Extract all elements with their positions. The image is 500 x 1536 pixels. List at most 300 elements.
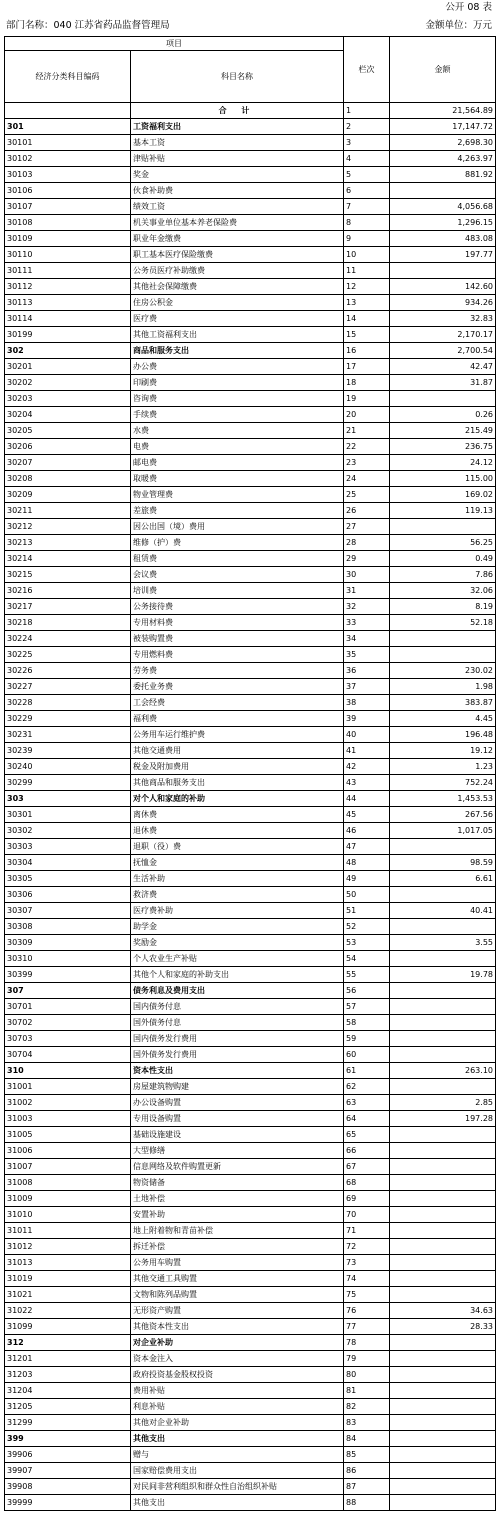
amount-cell: 1,453.53 <box>390 791 496 807</box>
amount-cell: 0.26 <box>390 407 496 423</box>
name-cell: 会议费 <box>131 567 344 583</box>
code-cell: 31012 <box>5 1239 131 1255</box>
code-cell: 30216 <box>5 583 131 599</box>
name-cell: 其他个人和家庭的补助支出 <box>131 967 344 983</box>
table-row <box>5 535 496 551</box>
name-cell: 办公设备购置 <box>131 1095 344 1111</box>
name-cell: 工会经费 <box>131 695 344 711</box>
name-cell: 费用补贴 <box>131 1383 344 1399</box>
amount-cell <box>390 1143 496 1159</box>
name-cell: 培训费 <box>131 583 344 599</box>
amount-cell <box>390 1079 496 1095</box>
row-number-cell: 27 <box>344 519 390 535</box>
amount-cell <box>390 1223 496 1239</box>
name-cell: 个人农业生产补贴 <box>131 951 344 967</box>
amount-cell: 267.56 <box>390 807 496 823</box>
code-cell: 30205 <box>5 423 131 439</box>
amount-cell: 383.87 <box>390 695 496 711</box>
name-cell: 房屋建筑物购建 <box>131 1079 344 1095</box>
table-row <box>5 1351 496 1367</box>
table-row <box>5 263 496 279</box>
code-cell: 30399 <box>5 967 131 983</box>
amount-cell: 483.08 <box>390 231 496 247</box>
name-cell: 基础设施建设 <box>131 1127 344 1143</box>
amount-cell <box>390 1479 496 1495</box>
table-row <box>5 1239 496 1255</box>
amount-cell: 2,700.54 <box>390 343 496 359</box>
amount-cell <box>390 1047 496 1063</box>
code-cell: 30704 <box>5 1047 131 1063</box>
row-number-cell: 70 <box>344 1207 390 1223</box>
name-cell: 物资储备 <box>131 1175 344 1191</box>
row-number-cell: 22 <box>344 439 390 455</box>
amount-cell: 4.45 <box>390 711 496 727</box>
row-number-cell: 77 <box>344 1319 390 1335</box>
table-row <box>5 327 496 343</box>
table-row <box>5 1447 496 1463</box>
amount-cell: 0.49 <box>390 551 496 567</box>
name-cell: 无形资产购置 <box>131 1303 344 1319</box>
amount-cell <box>390 999 496 1015</box>
code-cell: 30307 <box>5 903 131 919</box>
amount-cell: 8.19 <box>390 599 496 615</box>
code-cell: 39908 <box>5 1479 131 1495</box>
row-number-cell: 88 <box>344 1495 390 1511</box>
table-row <box>5 807 496 823</box>
amount-cell: 31.87 <box>390 375 496 391</box>
amount-cell: 1,017.05 <box>390 823 496 839</box>
name-cell: 职业年金缴费 <box>131 231 344 247</box>
amount-cell: 17,147.72 <box>390 119 496 135</box>
table-row <box>5 519 496 535</box>
code-cell: 399 <box>5 1431 131 1447</box>
row-number-cell: 26 <box>344 503 390 519</box>
table-row <box>5 727 496 743</box>
name-cell: 公务接待费 <box>131 599 344 615</box>
table-number: 公开 08 表 <box>445 2 492 13</box>
amount-cell: 1,296.15 <box>390 215 496 231</box>
code-cell: 30239 <box>5 743 131 759</box>
table-row <box>5 1367 496 1383</box>
code-cell: 30103 <box>5 167 131 183</box>
code-cell: 31002 <box>5 1095 131 1111</box>
amount-cell <box>390 183 496 199</box>
table-row <box>5 999 496 1015</box>
row-number-cell: 9 <box>344 231 390 247</box>
table-row <box>5 1015 496 1031</box>
row-number-cell: 86 <box>344 1463 390 1479</box>
name-cell: 医疗费补助 <box>131 903 344 919</box>
code-cell: 31008 <box>5 1175 131 1191</box>
amount-cell: 32.06 <box>390 583 496 599</box>
table-row <box>5 1127 496 1143</box>
row-number-cell: 16 <box>344 343 390 359</box>
code-cell: 39907 <box>5 1463 131 1479</box>
table-row <box>5 1383 496 1399</box>
name-cell: 物业管理费 <box>131 487 344 503</box>
name-cell: 公务用车购置 <box>131 1255 344 1271</box>
row-number-cell: 57 <box>344 999 390 1015</box>
amount-cell: 6.61 <box>390 871 496 887</box>
code-cell: 30308 <box>5 919 131 935</box>
category-row <box>5 1431 496 1447</box>
table-row <box>5 1207 496 1223</box>
category-row <box>5 343 496 359</box>
name-cell: 劳务费 <box>131 663 344 679</box>
code-cell: 30702 <box>5 1015 131 1031</box>
row-number-cell: 3 <box>344 135 390 151</box>
name-cell: 工资福利支出 <box>131 119 344 135</box>
row-number-cell: 51 <box>344 903 390 919</box>
code-cell: 30227 <box>5 679 131 695</box>
amount-cell: 40.41 <box>390 903 496 919</box>
table-row <box>5 151 496 167</box>
header-name: 科目名称 <box>131 51 344 103</box>
table-row <box>5 359 496 375</box>
amount-cell: 24.12 <box>390 455 496 471</box>
code-cell: 30305 <box>5 871 131 887</box>
code-cell: 31013 <box>5 1255 131 1271</box>
code-cell: 30110 <box>5 247 131 263</box>
table-row <box>5 1319 496 1335</box>
name-cell: 公务用车运行维护费 <box>131 727 344 743</box>
name-cell: 土地补偿 <box>131 1191 344 1207</box>
row-number-cell: 30 <box>344 567 390 583</box>
total-label: 合 计 <box>131 103 344 119</box>
row-number-cell: 8 <box>344 215 390 231</box>
code-cell: 31003 <box>5 1111 131 1127</box>
code-cell: 30217 <box>5 599 131 615</box>
amount-cell <box>390 1031 496 1047</box>
row-number-cell: 44 <box>344 791 390 807</box>
row-number-cell: 42 <box>344 759 390 775</box>
row-number-cell: 43 <box>344 775 390 791</box>
table-row <box>5 567 496 583</box>
row-number-cell: 45 <box>344 807 390 823</box>
amount-cell <box>390 919 496 935</box>
table-row <box>5 423 496 439</box>
name-cell: 机关事业单位基本养老保险费 <box>131 215 344 231</box>
table-row <box>5 711 496 727</box>
amount-cell: 196.48 <box>390 727 496 743</box>
amount-cell: 197.77 <box>390 247 496 263</box>
row-number-cell: 67 <box>344 1159 390 1175</box>
table-row <box>5 1111 496 1127</box>
name-cell: 商品和服务支出 <box>131 343 344 359</box>
code-cell: 30109 <box>5 231 131 247</box>
code-cell: 30304 <box>5 855 131 871</box>
code-cell: 30226 <box>5 663 131 679</box>
amount-cell <box>390 1127 496 1143</box>
amount-cell <box>390 1175 496 1191</box>
code-cell: 30225 <box>5 647 131 663</box>
category-row <box>5 1335 496 1351</box>
table-row <box>5 167 496 183</box>
table-row <box>5 1191 496 1207</box>
row-number-cell: 71 <box>344 1223 390 1239</box>
name-cell: 退职（役）费 <box>131 839 344 855</box>
row-number-cell: 25 <box>344 487 390 503</box>
table-row <box>5 1495 496 1511</box>
total-row-number: 1 <box>344 103 390 119</box>
name-cell: 印刷费 <box>131 375 344 391</box>
row-number-cell: 79 <box>344 1351 390 1367</box>
amount-cell: 4,056.68 <box>390 199 496 215</box>
code-cell: 31021 <box>5 1287 131 1303</box>
table-row <box>5 135 496 151</box>
name-cell: 奖励金 <box>131 935 344 951</box>
row-number-cell: 21 <box>344 423 390 439</box>
row-number-cell: 10 <box>344 247 390 263</box>
code-cell: 30309 <box>5 935 131 951</box>
row-number-cell: 63 <box>344 1095 390 1111</box>
amount-cell <box>390 1351 496 1367</box>
row-number-cell: 58 <box>344 1015 390 1031</box>
row-number-cell: 80 <box>344 1367 390 1383</box>
table-row <box>5 407 496 423</box>
row-number-cell: 69 <box>344 1191 390 1207</box>
amount-cell <box>390 1159 496 1175</box>
name-cell: 其他商品和服务支出 <box>131 775 344 791</box>
category-row <box>5 983 496 999</box>
name-cell: 救济费 <box>131 887 344 903</box>
code-cell: 31299 <box>5 1415 131 1431</box>
row-number-cell: 48 <box>344 855 390 871</box>
row-number-cell: 62 <box>344 1079 390 1095</box>
row-number-cell: 38 <box>344 695 390 711</box>
row-number-cell: 52 <box>344 919 390 935</box>
name-cell: 其他支出 <box>131 1431 344 1447</box>
name-cell: 国外债务付息 <box>131 1015 344 1031</box>
name-cell: 其他交通工具购置 <box>131 1271 344 1287</box>
amount-cell: 19.78 <box>390 967 496 983</box>
row-number-cell: 34 <box>344 631 390 647</box>
amount-cell <box>390 887 496 903</box>
name-cell: 其他对企业补助 <box>131 1415 344 1431</box>
amount-cell: 56.25 <box>390 535 496 551</box>
name-cell: 津贴补贴 <box>131 151 344 167</box>
table-row <box>5 295 496 311</box>
name-cell: 其他资本性支出 <box>131 1319 344 1335</box>
amount-cell: 98.59 <box>390 855 496 871</box>
name-cell: 咨询费 <box>131 391 344 407</box>
amount-cell: 230.02 <box>390 663 496 679</box>
amount-cell <box>390 519 496 535</box>
code-cell: 30215 <box>5 567 131 583</box>
code-cell: 30209 <box>5 487 131 503</box>
amount-cell <box>390 1495 496 1511</box>
table-row <box>5 551 496 567</box>
row-number-cell: 28 <box>344 535 390 551</box>
amount-cell <box>390 1463 496 1479</box>
row-number-cell: 41 <box>344 743 390 759</box>
row-number-cell: 74 <box>344 1271 390 1287</box>
table-row <box>5 1271 496 1287</box>
row-number-cell: 56 <box>344 983 390 999</box>
amount-cell: 236.75 <box>390 439 496 455</box>
code-cell: 30107 <box>5 199 131 215</box>
amount-cell <box>390 1255 496 1271</box>
table-row <box>5 759 496 775</box>
code-cell: 30199 <box>5 327 131 343</box>
name-cell: 基本工资 <box>131 135 344 151</box>
name-cell: 拆迁补偿 <box>131 1239 344 1255</box>
table-row <box>5 631 496 647</box>
amount-cell: 4,263.97 <box>390 151 496 167</box>
code-cell: 31205 <box>5 1399 131 1415</box>
amount-cell <box>390 1271 496 1287</box>
name-cell: 对个人和家庭的补助 <box>131 791 344 807</box>
name-cell: 退休费 <box>131 823 344 839</box>
name-cell: 住房公积金 <box>131 295 344 311</box>
code-cell: 30108 <box>5 215 131 231</box>
row-number-cell: 66 <box>344 1143 390 1159</box>
row-number-cell: 73 <box>344 1255 390 1271</box>
row-number-cell: 87 <box>344 1479 390 1495</box>
name-cell: 其他支出 <box>131 1495 344 1511</box>
expenditure-table <box>4 36 496 1511</box>
code-cell: 31022 <box>5 1303 131 1319</box>
name-cell: 手续费 <box>131 407 344 423</box>
row-number-cell: 13 <box>344 295 390 311</box>
name-cell: 其他交通费用 <box>131 743 344 759</box>
row-number-cell: 37 <box>344 679 390 695</box>
name-cell: 国外债务发行费用 <box>131 1047 344 1063</box>
total-code-cell <box>5 103 131 119</box>
category-row <box>5 119 496 135</box>
table-row <box>5 1095 496 1111</box>
row-number-cell: 4 <box>344 151 390 167</box>
table-row <box>5 439 496 455</box>
amount-cell: 28.33 <box>390 1319 496 1335</box>
name-cell: 医疗费 <box>131 311 344 327</box>
row-number-cell: 84 <box>344 1431 390 1447</box>
table-row <box>5 695 496 711</box>
code-cell: 30306 <box>5 887 131 903</box>
name-cell: 绩效工资 <box>131 199 344 215</box>
amount-cell <box>390 1191 496 1207</box>
row-number-cell: 5 <box>344 167 390 183</box>
row-number-cell: 55 <box>344 967 390 983</box>
header-row-no: 栏次 <box>344 37 390 103</box>
amount-cell: 881.92 <box>390 167 496 183</box>
amount-cell <box>390 1335 496 1351</box>
row-number-cell: 18 <box>344 375 390 391</box>
amount-cell: 52.18 <box>390 615 496 631</box>
header-amount: 金额 <box>390 37 496 103</box>
row-number-cell: 6 <box>344 183 390 199</box>
amount-cell: 2.85 <box>390 1095 496 1111</box>
amount-cell <box>390 839 496 855</box>
table-row <box>5 839 496 855</box>
row-number-cell: 2 <box>344 119 390 135</box>
name-cell: 其他社会保障缴费 <box>131 279 344 295</box>
code-cell: 30202 <box>5 375 131 391</box>
code-cell: 31010 <box>5 1207 131 1223</box>
code-cell: 30299 <box>5 775 131 791</box>
name-cell: 被装购置费 <box>131 631 344 647</box>
amount-cell: 169.02 <box>390 487 496 503</box>
row-number-cell: 47 <box>344 839 390 855</box>
code-cell: 31011 <box>5 1223 131 1239</box>
row-number-cell: 76 <box>344 1303 390 1319</box>
name-cell: 安置补助 <box>131 1207 344 1223</box>
code-cell: 31007 <box>5 1159 131 1175</box>
name-cell: 助学金 <box>131 919 344 935</box>
code-cell: 30303 <box>5 839 131 855</box>
code-cell: 301 <box>5 119 131 135</box>
table-row <box>5 599 496 615</box>
amount-cell <box>390 391 496 407</box>
code-cell: 30111 <box>5 263 131 279</box>
amount-cell <box>390 1383 496 1399</box>
amount-cell: 142.60 <box>390 279 496 295</box>
amount-cell: 7.86 <box>390 567 496 583</box>
name-cell: 取暖费 <box>131 471 344 487</box>
table-row <box>5 279 496 295</box>
table-row <box>5 743 496 759</box>
code-cell: 30101 <box>5 135 131 151</box>
row-number-cell: 64 <box>344 1111 390 1127</box>
row-number-cell: 46 <box>344 823 390 839</box>
code-cell: 30214 <box>5 551 131 567</box>
amount-cell: 752.24 <box>390 775 496 791</box>
department-name: 部门名称：040 江苏省药品监督管理局 <box>6 20 170 31</box>
code-cell: 30114 <box>5 311 131 327</box>
name-cell: 其他工资福利支出 <box>131 327 344 343</box>
name-cell: 公务员医疗补助缴费 <box>131 263 344 279</box>
row-number-cell: 23 <box>344 455 390 471</box>
amount-cell: 42.47 <box>390 359 496 375</box>
name-cell: 差旅费 <box>131 503 344 519</box>
row-number-cell: 49 <box>344 871 390 887</box>
amount-cell: 32.83 <box>390 311 496 327</box>
row-number-cell: 78 <box>344 1335 390 1351</box>
table-row <box>5 231 496 247</box>
row-number-cell: 32 <box>344 599 390 615</box>
amount-cell <box>390 1447 496 1463</box>
table-row <box>5 887 496 903</box>
name-cell: 电费 <box>131 439 344 455</box>
code-cell: 30310 <box>5 951 131 967</box>
table-row <box>5 455 496 471</box>
header-code: 经济分类科目编码 <box>5 51 131 103</box>
amount-cell <box>390 1415 496 1431</box>
row-number-cell: 68 <box>344 1175 390 1191</box>
amount-cell <box>390 1399 496 1415</box>
row-number-cell: 29 <box>344 551 390 567</box>
table-row <box>5 1287 496 1303</box>
name-cell: 赠与 <box>131 1447 344 1463</box>
code-cell: 30201 <box>5 359 131 375</box>
name-cell: 邮电费 <box>131 455 344 471</box>
table-row <box>5 919 496 935</box>
amount-cell: 934.26 <box>390 295 496 311</box>
row-number-cell: 11 <box>344 263 390 279</box>
table-row <box>5 615 496 631</box>
table-row <box>5 775 496 791</box>
code-cell: 302 <box>5 343 131 359</box>
table-row <box>5 375 496 391</box>
table-row <box>5 1223 496 1239</box>
row-number-cell: 31 <box>344 583 390 599</box>
row-number-cell: 39 <box>344 711 390 727</box>
table-row <box>5 199 496 215</box>
row-number-cell: 75 <box>344 1287 390 1303</box>
amount-cell: 1.23 <box>390 759 496 775</box>
table-row <box>5 503 496 519</box>
row-number-cell: 60 <box>344 1047 390 1063</box>
